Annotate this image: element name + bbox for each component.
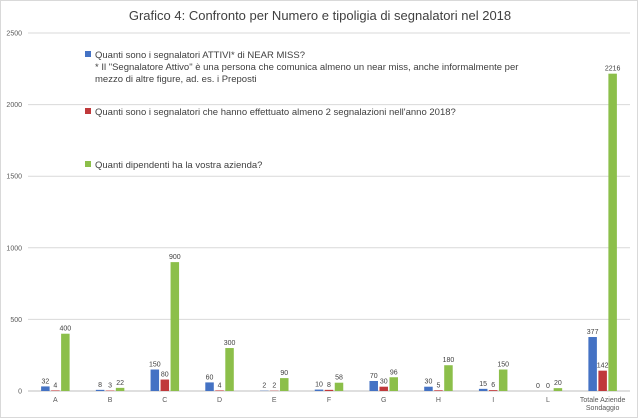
x-tick-label: F bbox=[326, 397, 332, 404]
data-label: 300 bbox=[223, 340, 236, 348]
data-label: 30 bbox=[379, 378, 388, 386]
bar bbox=[444, 365, 453, 391]
bar bbox=[369, 381, 378, 391]
bar bbox=[588, 337, 597, 391]
bar bbox=[96, 390, 105, 391]
data-label: 5 bbox=[436, 382, 441, 390]
bar bbox=[479, 389, 488, 391]
y-tick-label: 1000 bbox=[6, 245, 22, 253]
y-tick-label: 2500 bbox=[6, 30, 22, 38]
data-label: 4 bbox=[53, 382, 58, 390]
bar bbox=[171, 262, 180, 391]
legend-note: mezzo di altre figure, ad. es. i Preposti bbox=[95, 74, 257, 85]
bar bbox=[389, 377, 398, 391]
legend-swatch bbox=[85, 108, 91, 114]
bar bbox=[205, 382, 214, 391]
bar bbox=[499, 370, 508, 391]
legend-label: Quanti sono i segnalatori ATTIVI* di NEAR MISS? bbox=[95, 50, 305, 61]
data-label: 8 bbox=[98, 381, 103, 389]
bar bbox=[554, 388, 563, 391]
data-label: 30 bbox=[424, 378, 433, 386]
bar bbox=[161, 380, 170, 391]
data-label: 900 bbox=[168, 254, 181, 262]
data-label: 2 bbox=[272, 382, 277, 390]
legend-label: Quanti sono i segnalatori che hanno effettuato almeno 2 segnalazioni nell'anno 2018? bbox=[95, 107, 456, 118]
data-label: 58 bbox=[335, 374, 343, 382]
bar bbox=[215, 390, 224, 391]
bar bbox=[315, 390, 324, 391]
data-label: 32 bbox=[41, 378, 50, 386]
x-tick-label: L bbox=[545, 397, 550, 404]
bar bbox=[424, 387, 433, 391]
bar bbox=[61, 334, 69, 391]
x-tick-label: I bbox=[492, 397, 495, 404]
data-label: 150 bbox=[497, 361, 510, 369]
data-label: 142 bbox=[596, 362, 609, 370]
y-tick-label: 500 bbox=[10, 316, 22, 324]
x-tick-label: D bbox=[217, 397, 223, 404]
x-tick-label: A bbox=[53, 397, 58, 404]
data-label: 3 bbox=[108, 382, 113, 390]
y-tick-label: 0 bbox=[18, 388, 22, 396]
data-label: 0 bbox=[535, 383, 540, 390]
data-label: 2216 bbox=[604, 65, 621, 73]
bar bbox=[225, 348, 234, 391]
data-label: 70 bbox=[369, 372, 378, 380]
bar bbox=[608, 74, 617, 391]
x-tick-label: H bbox=[435, 397, 441, 404]
chart-title: Grafico 4: Confronto per Numero e tipoligia di segnalatori nel 2018 bbox=[128, 8, 512, 23]
bar bbox=[151, 370, 160, 391]
data-label: 2 bbox=[262, 382, 267, 390]
data-label: 10 bbox=[315, 381, 323, 389]
x-tick-label: C bbox=[162, 397, 168, 404]
bar bbox=[379, 387, 388, 391]
data-label: 60 bbox=[205, 374, 214, 382]
bar bbox=[335, 383, 344, 391]
data-label: 8 bbox=[327, 381, 331, 389]
x-tick-label: E bbox=[271, 397, 277, 404]
data-label: 90 bbox=[280, 370, 289, 378]
data-label: 377 bbox=[586, 329, 599, 337]
data-label: 96 bbox=[389, 369, 398, 377]
data-label: 180 bbox=[442, 357, 455, 365]
data-label: 20 bbox=[554, 380, 562, 388]
bar bbox=[598, 371, 607, 391]
data-label: 6 bbox=[491, 382, 496, 390]
bar bbox=[325, 390, 334, 391]
data-label: 4 bbox=[217, 382, 222, 390]
data-label: 80 bbox=[160, 371, 169, 379]
legend-label: Quanti dipendenti ha la vostra azienda? bbox=[95, 160, 263, 171]
data-label: 0 bbox=[545, 383, 550, 390]
bar bbox=[280, 378, 289, 391]
bar bbox=[116, 388, 125, 391]
bar bbox=[434, 390, 443, 391]
data-label: 400 bbox=[59, 325, 72, 333]
y-tick-label: 1500 bbox=[6, 173, 22, 181]
bar bbox=[51, 390, 60, 391]
legend-swatch bbox=[85, 161, 91, 167]
data-label: 150 bbox=[148, 361, 161, 369]
x-tick-label: G bbox=[381, 397, 387, 404]
bar bbox=[489, 390, 498, 391]
data-label: 22 bbox=[116, 379, 124, 387]
bar bbox=[41, 386, 50, 391]
y-tick-label: 2000 bbox=[6, 102, 22, 110]
legend-swatch bbox=[85, 51, 91, 57]
legend-note: * Il "Segnalatore Attivo" è una persona che comunica almeno un near miss, anche informalmente per bbox=[95, 62, 519, 73]
data-label: 15 bbox=[479, 380, 488, 388]
x-tick-label: Totale Aziende Sondaggio bbox=[579, 397, 626, 412]
x-tick-label: B bbox=[107, 397, 113, 404]
